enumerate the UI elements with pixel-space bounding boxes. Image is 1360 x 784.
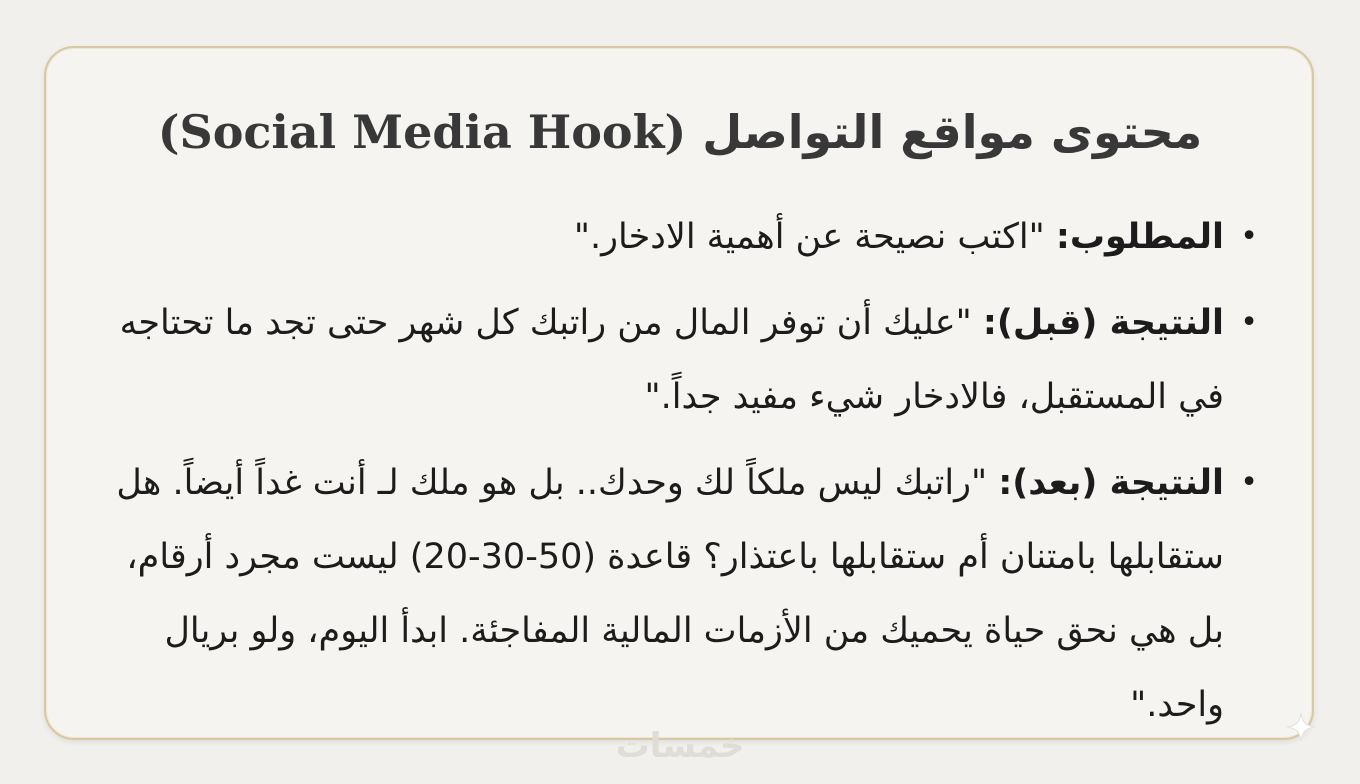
- item-text: "راتبك ليس ملكاً لك وحدك.. بل هو ملك لـ أنت غداً أيضاً. هل ستقابلها بامتنان أم ستقابلها باعتذار؟ قاعدة (50-30-20) ليست مجرد أرقام، بل هي نحق حياة يحميك من الأزمات المالية المفاجئة. ابدأ اليوم، ولو بريال واحد.": [116, 463, 1224, 725]
- item-label: المطلوب:: [1055, 217, 1224, 257]
- sparkle-icon: [1286, 712, 1316, 742]
- title-latin: (Social Media Hook): [157, 105, 687, 159]
- title-arabic: محتوى مواقع التواصل: [702, 105, 1203, 159]
- item-text: "عليك أن توفر المال من راتبك كل شهر حتى تجد ما تحتاجه في المستقبل، فالادخار شيء مفيد جداً.": [119, 303, 1224, 417]
- bullet-icon: •: [1240, 219, 1258, 254]
- list-item-request: [90, 200, 1258, 274]
- bullet-icon: •: [1240, 305, 1258, 340]
- item-text: "اكتب نصيحة عن أهمية الادخار.": [573, 217, 1056, 257]
- item-label: النتيجة (قبل):: [982, 303, 1224, 343]
- watermark-logo: خمسات: [615, 726, 745, 766]
- content-list: [90, 200, 1258, 754]
- page-title: [0, 94, 1360, 170]
- list-item-before: [90, 286, 1258, 434]
- bullet-icon: •: [1240, 465, 1258, 500]
- item-label: النتيجة (بعد):: [998, 463, 1224, 503]
- list-item-after: [90, 446, 1258, 742]
